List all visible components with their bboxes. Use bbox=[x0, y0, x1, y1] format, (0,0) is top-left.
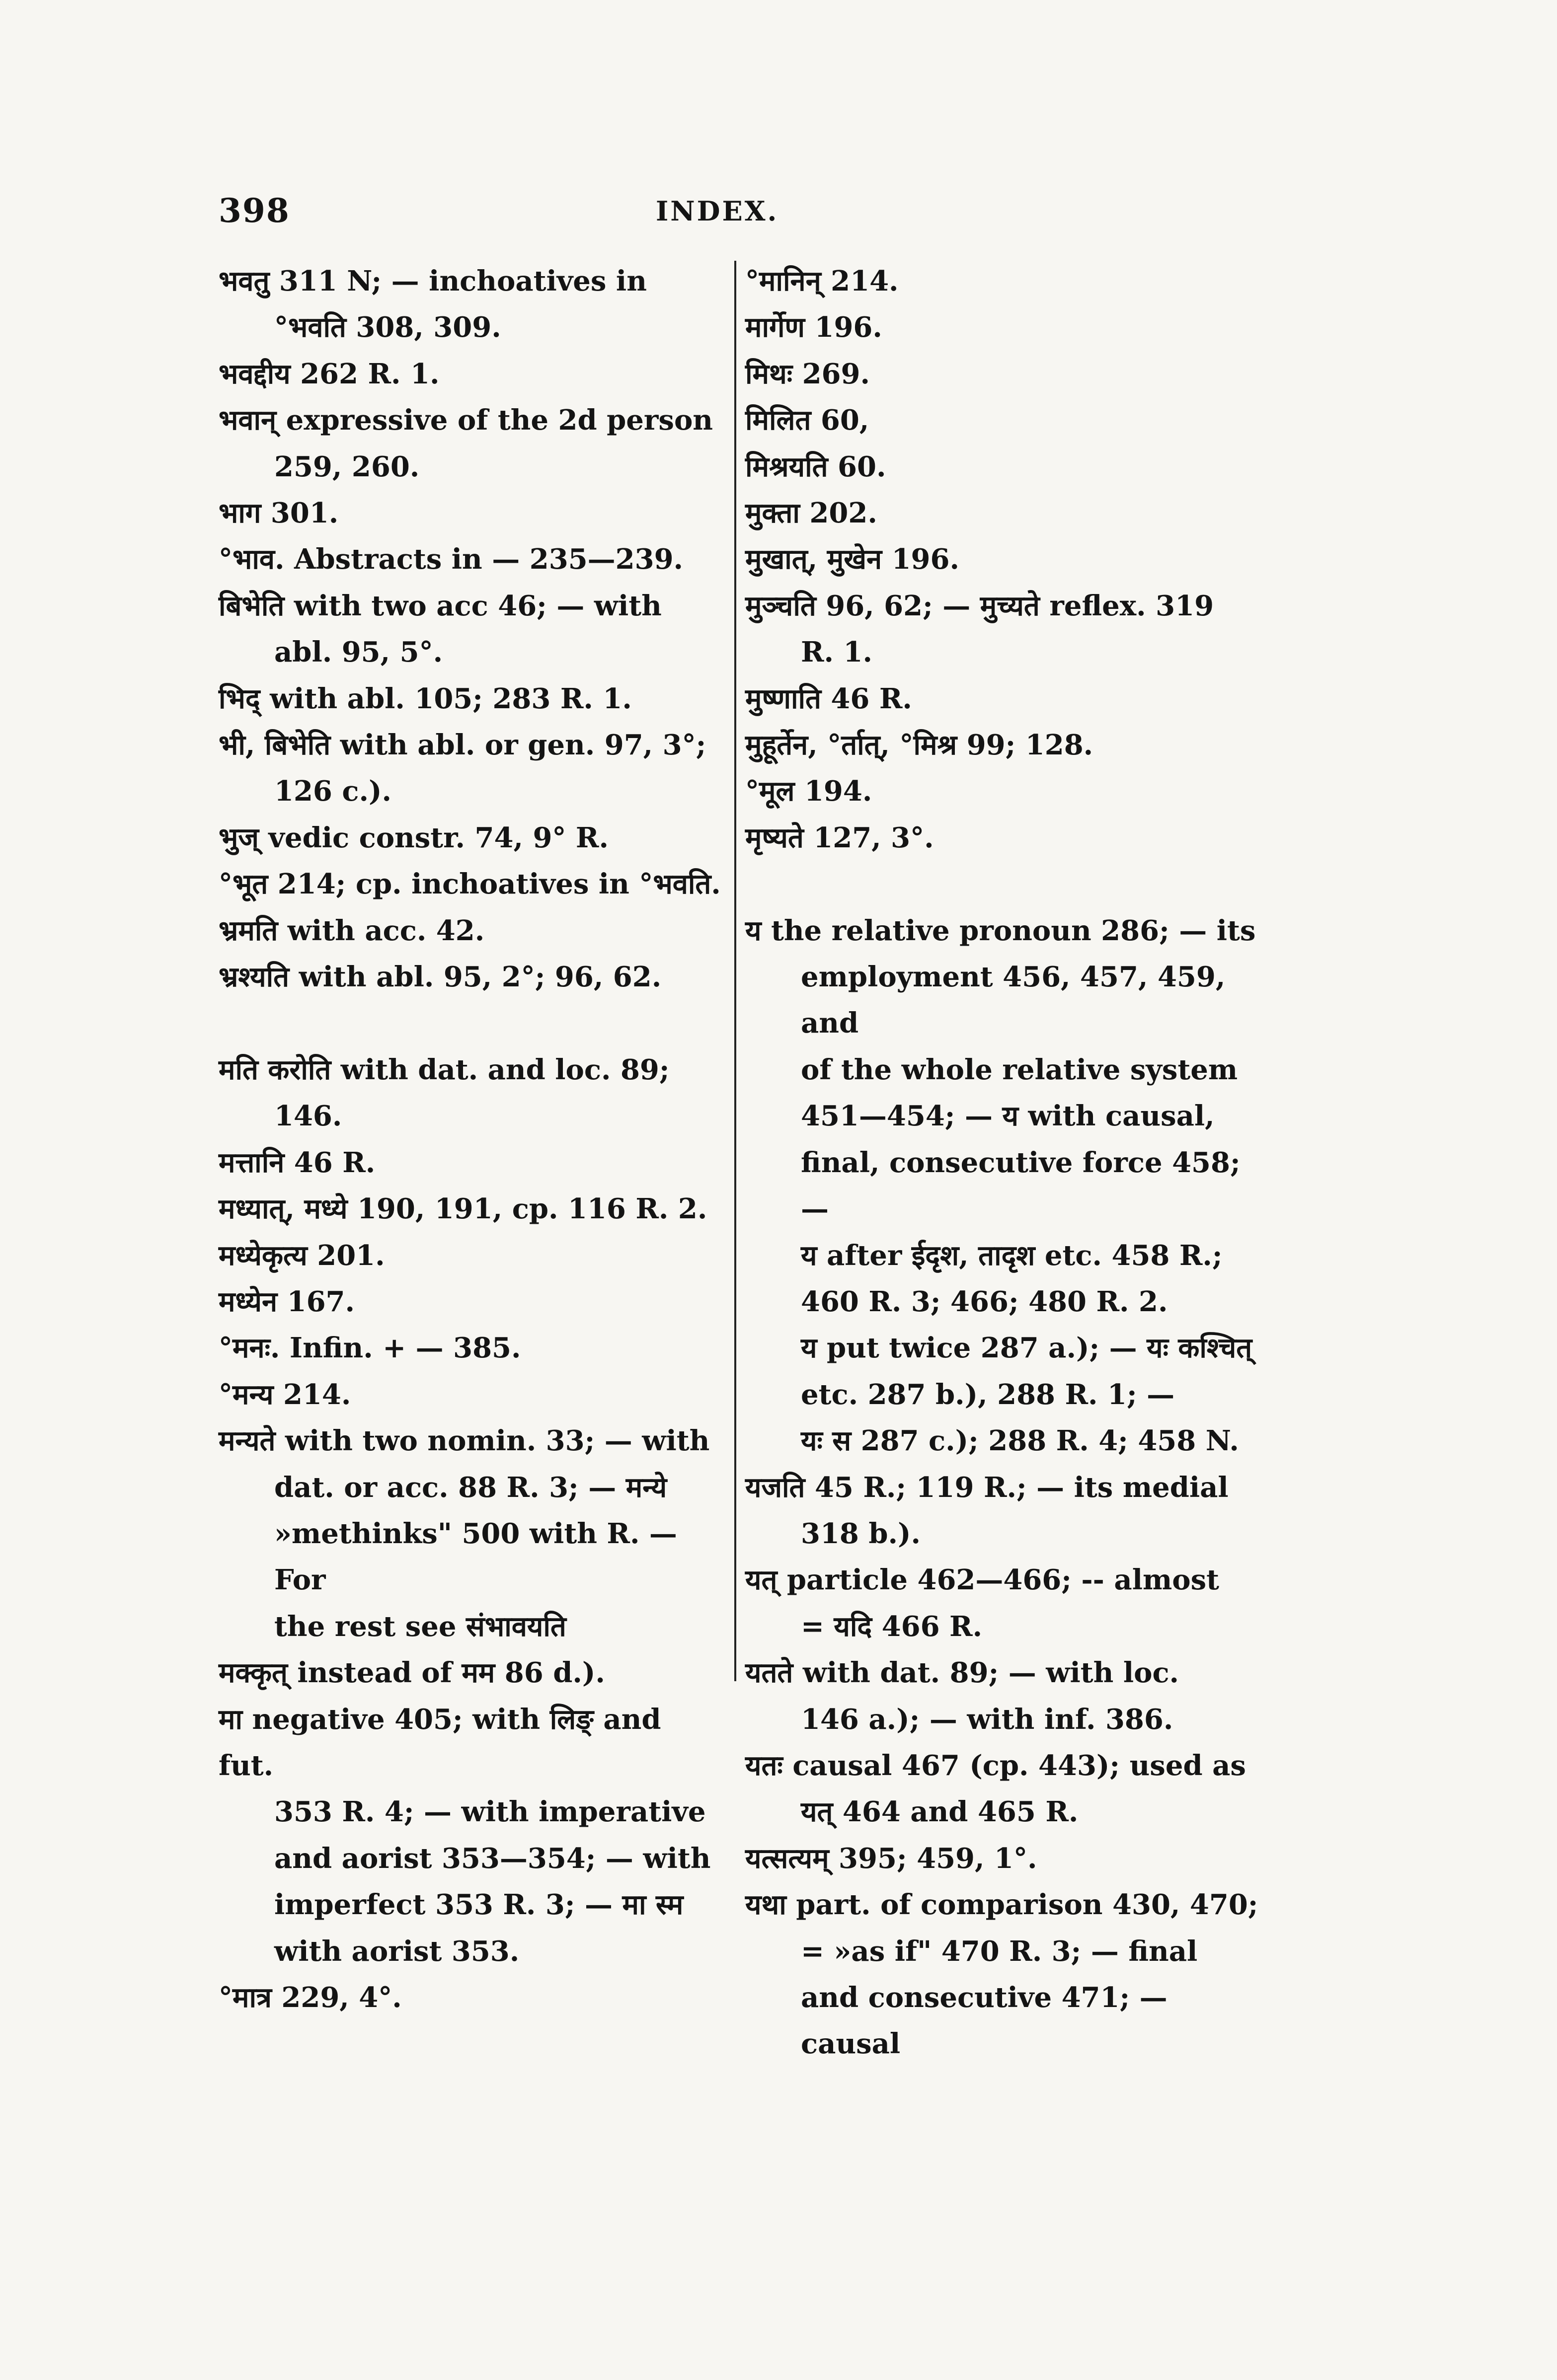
index-entry-continuation: abl. 95, 5°. bbox=[274, 636, 443, 669]
index-entry-line: भाग 301. bbox=[219, 497, 339, 530]
index-entry bbox=[745, 1557, 1262, 1650]
index-entry-line: मध्यात्, मध्ये 190, 191, cp. 116 R. 2. bbox=[219, 1192, 707, 1226]
index-entry bbox=[745, 1465, 1262, 1558]
index-column-right bbox=[745, 258, 1262, 2068]
index-entry-continuation: of the whole relative system bbox=[801, 1053, 1238, 1086]
index-entry bbox=[219, 676, 725, 722]
index-entry bbox=[219, 1186, 725, 1232]
index-entry-line: यत्सत्यम् 395; 459, 1°. bbox=[745, 1842, 1037, 1875]
index-entry-continuation: final, consecutive force 458; — bbox=[801, 1146, 1241, 1226]
index-entry bbox=[745, 908, 1262, 1465]
index-entry bbox=[219, 1325, 725, 1371]
index-entry bbox=[219, 722, 725, 815]
index-entry-line: भ्रमति with acc. 42. bbox=[219, 914, 485, 947]
index-entry-continuation: »methinks" 500 with R. — For bbox=[274, 1517, 677, 1597]
index-entry-line: यत् particle 462—466; -- almost bbox=[745, 1563, 1219, 1597]
index-entry-continuation: 451—454; — य with causal, bbox=[801, 1100, 1215, 1133]
running-head: INDEX. bbox=[656, 195, 779, 227]
index-entry-line: मक्कृत् instead of मम 86 d.). bbox=[219, 1656, 605, 1690]
index-entry bbox=[219, 536, 725, 583]
index-entry-line: मुखात्, मुखेन 196. bbox=[745, 543, 959, 576]
index-entry-continuation: and consecutive 471; — causal bbox=[801, 1981, 1168, 2061]
index-entry-line: यजति 45 R.; 119 R.; — its medial bbox=[745, 1471, 1229, 1504]
index-entry-continuation: °भवति 308, 309. bbox=[274, 311, 501, 344]
index-entry bbox=[219, 583, 725, 676]
index-entry bbox=[219, 1697, 725, 1975]
index-entry bbox=[219, 1140, 725, 1186]
index-entry bbox=[745, 583, 1262, 676]
index-entry bbox=[745, 1650, 1262, 1743]
index-entry bbox=[219, 1279, 725, 1325]
section-gap bbox=[219, 1001, 725, 1047]
index-entry-line: °भाव. Abstracts in — 235—239. bbox=[219, 543, 684, 576]
index-entry-line: भवद्दीय 262 R. 1. bbox=[219, 357, 440, 390]
index-entry bbox=[745, 815, 1262, 861]
index-entry-line: भवतु 311 N; — inchoatives in bbox=[219, 265, 647, 298]
index-entry-line: मत्तानि 46 R. bbox=[219, 1146, 376, 1179]
index-entry bbox=[219, 1650, 725, 1696]
index-entry-line: यतते with dat. 89; — with loc. bbox=[745, 1656, 1179, 1690]
index-entry bbox=[745, 351, 1262, 397]
index-entry-continuation: = »as if" 470 R. 3; — final bbox=[801, 1934, 1198, 1968]
index-entry bbox=[219, 258, 725, 351]
index-entry-continuation: 318 b.). bbox=[801, 1517, 921, 1550]
index-entry bbox=[219, 490, 725, 536]
index-entry-line: मा negative 405; with लिङ् and fut. bbox=[219, 1703, 661, 1782]
index-entry-continuation: and aorist 353—354; — with bbox=[274, 1842, 711, 1875]
index-entry-continuation: य put twice 287 a.); — यः कश्चित् bbox=[801, 1332, 1252, 1365]
index-entry bbox=[219, 397, 725, 490]
index-entry bbox=[219, 954, 725, 1000]
index-entry-continuation: 460 R. 3; 466; 480 R. 2. bbox=[801, 1285, 1168, 1318]
index-entry-continuation: dat. or acc. 88 R. 3; — मन्ये bbox=[274, 1471, 667, 1504]
index-entry-continuation: R. 1. bbox=[801, 636, 872, 669]
index-entry-line: बिभेति with two acc 46; — with bbox=[219, 589, 662, 622]
index-entry-line: य the relative pronoun 286; — its bbox=[745, 914, 1256, 947]
index-entry-continuation: 146. bbox=[274, 1100, 342, 1133]
index-entry-continuation: etc. 287 b.), 288 R. 1; — bbox=[801, 1378, 1175, 1411]
index-entry-line: °मन्य 214. bbox=[219, 1378, 351, 1411]
index-entry-line: मध्येन 167. bbox=[219, 1285, 355, 1318]
index-entry bbox=[745, 490, 1262, 536]
index-entry-line: °मात्र 229, 4°. bbox=[219, 1981, 402, 2014]
index-entry-continuation: यः स 287 c.); 288 R. 4; 458 N. bbox=[801, 1424, 1239, 1458]
index-entry-line: यथा part. of comparison 430, 470; bbox=[745, 1888, 1258, 1922]
index-entry-line: भुज् vedic constr. 74, 9° R. bbox=[219, 821, 609, 854]
index-entry-continuation: 353 R. 4; — with imperative bbox=[274, 1795, 706, 1829]
index-entry-line: °मनः. Infin. + — 385. bbox=[219, 1332, 521, 1365]
index-entry-continuation: employment 456, 457, 459, and bbox=[801, 961, 1226, 1040]
index-entry bbox=[745, 1882, 1262, 2068]
index-entry bbox=[745, 397, 1262, 444]
index-entry bbox=[219, 1233, 725, 1279]
index-entry bbox=[219, 351, 725, 397]
page-number: 398 bbox=[219, 191, 290, 230]
index-entry bbox=[219, 1975, 725, 2021]
index-entry-line: भी, बिभेति with abl. or gen. 97, 3°; bbox=[219, 729, 706, 762]
index-entry-line: भिद् with abl. 105; 283 R. 1. bbox=[219, 682, 632, 715]
index-entry bbox=[745, 676, 1262, 722]
index-entry-continuation: 146 a.); — with inf. 386. bbox=[801, 1703, 1173, 1736]
index-entry bbox=[745, 536, 1262, 583]
index-entry bbox=[745, 444, 1262, 490]
index-entry bbox=[219, 1418, 725, 1650]
index-entry-line: भ्रश्यति with abl. 95, 2°; 96, 62. bbox=[219, 961, 662, 994]
index-entry-line: मुञ्चति 96, 62; — मुच्यते reflex. 319 bbox=[745, 589, 1214, 622]
index-entry-line: मिलित 60, bbox=[745, 404, 869, 437]
index-entry-continuation: with aorist 353. bbox=[274, 1934, 520, 1968]
index-entry-line: मन्यते with two nomin. 33; — with bbox=[219, 1424, 710, 1458]
index-entry-line: यतः causal 467 (cp. 443); used as bbox=[745, 1749, 1246, 1782]
index-entry-continuation: the rest see संभावयति bbox=[274, 1610, 566, 1643]
index-entry-line: °मूल 194. bbox=[745, 775, 872, 808]
index-entry-line: मुहूर्तेन, °र्तात्, °मिश्र 99; 128. bbox=[745, 729, 1093, 762]
index-entry bbox=[219, 1372, 725, 1418]
column-divider bbox=[734, 261, 736, 1681]
index-entry-continuation: imperfect 353 R. 3; — मा स्म bbox=[274, 1888, 684, 1922]
index-entry-line: मृष्यते 127, 3°. bbox=[745, 821, 934, 854]
index-entry-line: मार्गेण 196. bbox=[745, 311, 882, 344]
index-entry-line: °मानिन् 214. bbox=[745, 265, 899, 298]
index-entry-line: मुक्ता 202. bbox=[745, 497, 877, 530]
index-entry-line: मुष्णाति 46 R. bbox=[745, 682, 912, 715]
index-entry bbox=[745, 768, 1262, 815]
index-entry bbox=[745, 258, 1262, 304]
index-entry bbox=[219, 861, 725, 907]
index-entry-line: मिथः 269. bbox=[745, 357, 870, 390]
section-gap bbox=[745, 861, 1262, 907]
index-entry bbox=[745, 1836, 1262, 1882]
index-entry-line: भवान् expressive of the 2d person bbox=[219, 404, 713, 437]
index-entry-line: मति करोति with dat. and loc. 89; bbox=[219, 1053, 670, 1086]
index-entry bbox=[745, 722, 1262, 768]
index-entry-line: °भूत 214; cp. inchoatives in °भवति. bbox=[219, 868, 721, 901]
index-column-left bbox=[219, 258, 725, 2021]
index-entry-continuation: य after ईदृश, तादृश etc. 458 R.; bbox=[801, 1239, 1223, 1272]
index-entry bbox=[219, 908, 725, 954]
index-entry-continuation: = यदि 466 R. bbox=[801, 1610, 983, 1643]
index-entry-continuation: 259, 260. bbox=[274, 450, 420, 483]
index-entry-continuation: यत् 464 and 465 R. bbox=[801, 1795, 1079, 1829]
index-entry bbox=[745, 304, 1262, 351]
index-entry bbox=[745, 1743, 1262, 1836]
index-entry bbox=[219, 1047, 725, 1140]
index-entry-line: मध्येकृत्य 201. bbox=[219, 1239, 385, 1272]
index-entry bbox=[219, 815, 725, 861]
index-entry-line: मिश्रयति 60. bbox=[745, 450, 886, 483]
index-entry-continuation: 126 c.). bbox=[274, 775, 391, 808]
page-header bbox=[219, 191, 1262, 236]
